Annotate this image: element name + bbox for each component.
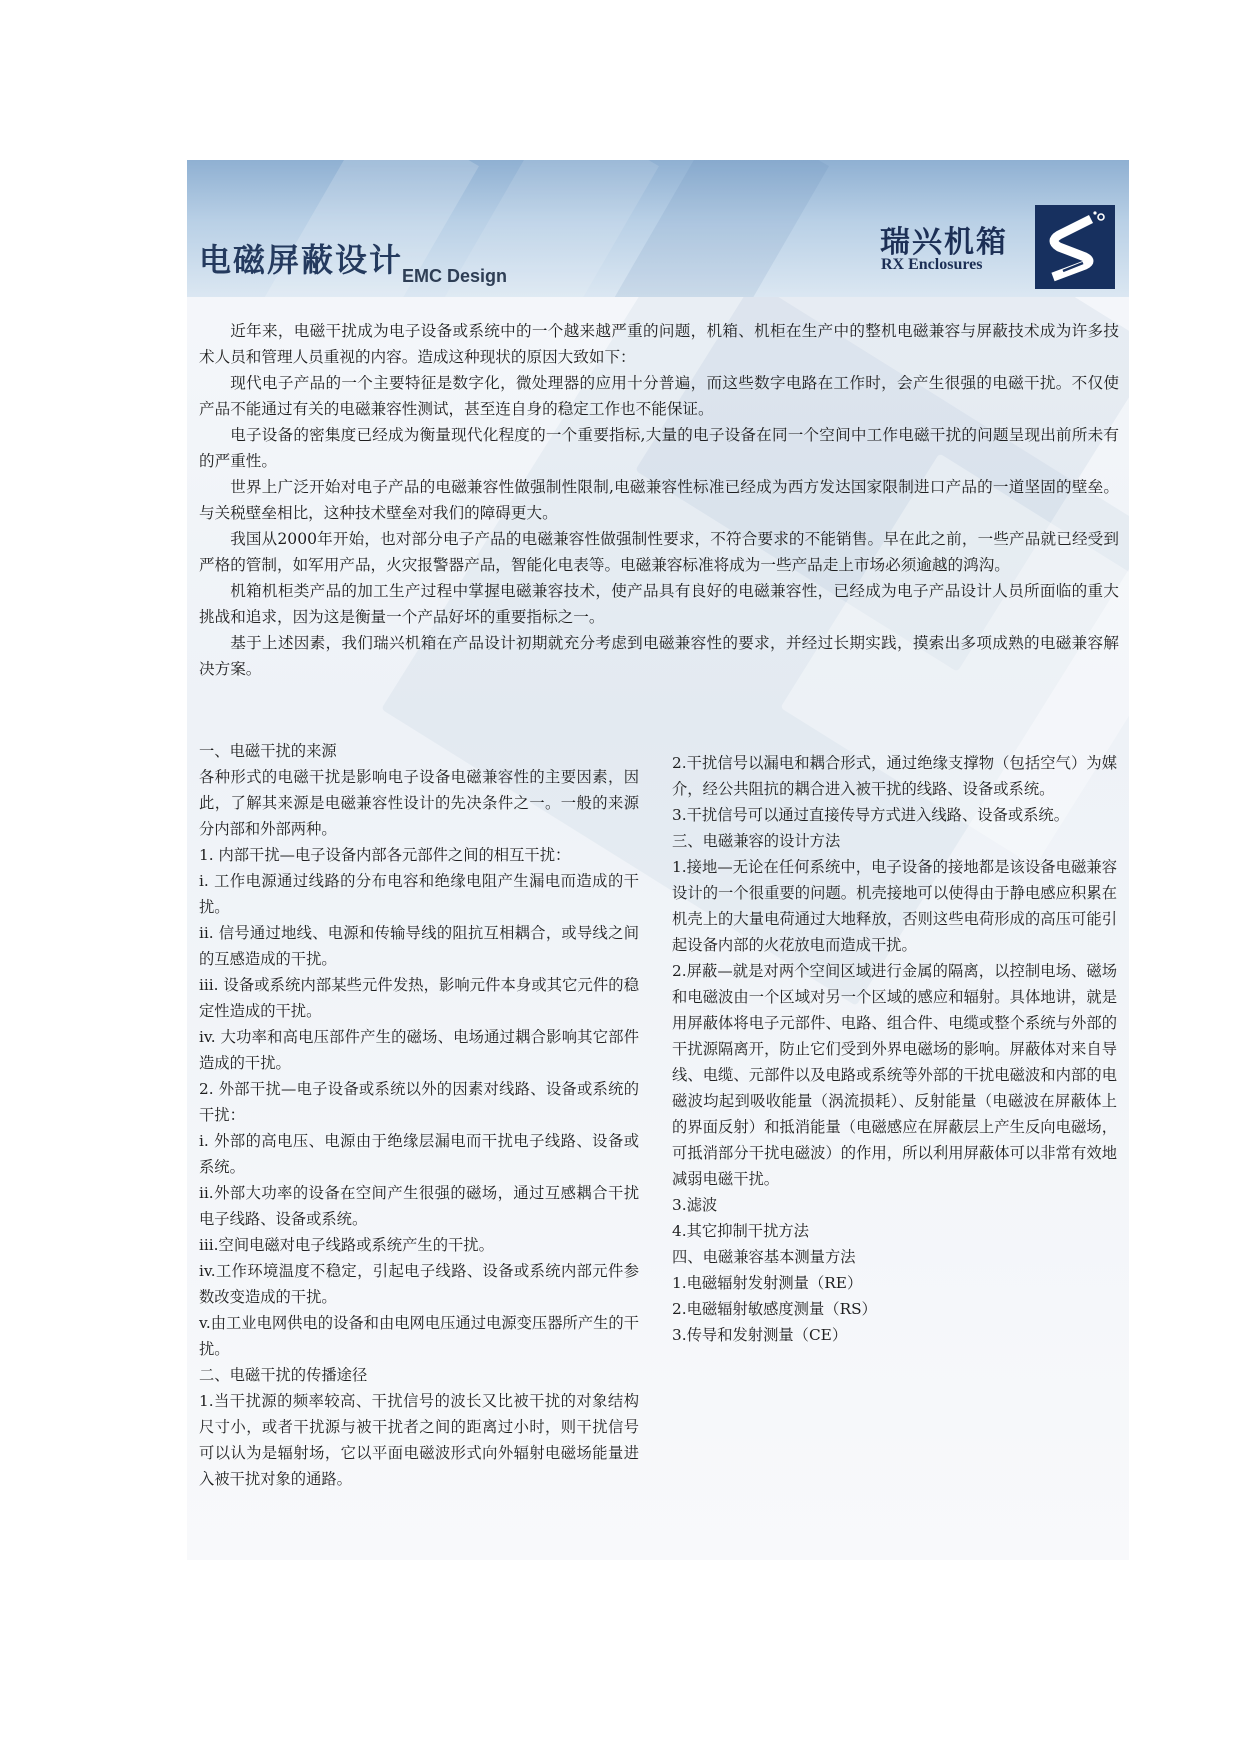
list-item: iii. 设备或系统内部某些元件发热，影响元件本身或其它元件的稳定性造成的干扰。 bbox=[199, 976, 639, 1020]
header-banner bbox=[187, 160, 1129, 297]
list-item: 1.电磁辐射发射测量（RE） bbox=[672, 1274, 863, 1292]
intro-paragraph: 近年来，电磁干扰成为电子设备或系统中的一个越来越严重的问题，机箱、机柜在生产中的整机电磁兼容与屏蔽技术成为许多技术人员和管理人员重视的内容。造成这种现状的原因大致如下： bbox=[199, 322, 1119, 366]
list-item: i. 外部的高电压、电源由于绝缘层漏电而干扰电子线路、设备或系统。 bbox=[199, 1132, 639, 1176]
document-sheet bbox=[187, 160, 1129, 1560]
list-item: iv.工作环境温度不稳定，引起电子线路、设备或系统内部元件参数改变造成的干扰。 bbox=[199, 1262, 639, 1306]
intro-paragraph: 基于上述因素，我们瑞兴机箱在产品设计初期就充分考虑到电磁兼容性的要求，并经过长期实践，摸索出多项成熟的电磁兼容解决方案。 bbox=[199, 634, 1119, 678]
list-item: 2.干扰信号以漏电和耦合形式，通过绝缘支撑物（包括空气）为媒介，经公共阻抗的耦合进入被干扰的线路、设备或系统。 bbox=[672, 754, 1117, 798]
list-item: 2.屏蔽—就是对两个空间区域进行金属的隔离，以控制电场、磁场和电磁波由一个区域对另一个区域的感应和辐射。具体地讲，就是用屏蔽体将电子元部件、电路、组合件、电缆或整个系统与外部的干扰源隔离开，防止它们受到外界电磁场的影响。屏蔽体对来自导线、电缆、元部件以及电路或系统等外部的干扰电磁波和内部的电磁波均起到吸收能量（涡流损耗）、反射能量（电磁波在屏蔽体上的界面反射）和抵消能量（电磁感应在屏蔽层上产生反向电磁场，可抵消部分干扰电磁波）的作用，所以利用屏蔽体可以非常有效地减弱电磁干扰。 bbox=[672, 962, 1117, 1188]
body-paragraph: 各种形式的电磁干扰是影响电子设备电磁兼容性的主要因素，因此，了解其来源是电磁兼容性设计的先决条件之一。一般的来源分内部和外部两种。 bbox=[199, 768, 639, 838]
list-item: 1. 内部干扰—电子设备内部各元部件之间的相互干扰： bbox=[199, 846, 571, 864]
list-item: ii.外部大功率的设备在空间产生很强的磁场，通过互感耦合干扰电子线路、设备或系统。 bbox=[199, 1184, 639, 1228]
page-title: 电磁屏蔽设计 bbox=[199, 241, 404, 279]
list-item: 2.电磁辐射敏感度测量（RS） bbox=[672, 1300, 877, 1318]
intro-paragraph: 电子设备的密集度已经成为衡量现代化程度的一个重要指标,大量的电子设备在同一个空间中工作电磁干扰的问题呈现出前所未有的严重性。 bbox=[199, 426, 1119, 470]
section-heading: 四、电磁兼容基本测量方法 bbox=[672, 1248, 856, 1266]
list-item: 1.接地—无论在任何系统中，电子设备的接地都是该设备电磁兼容设计的一个很重要的问题。机壳接地可以使得由于静电感应积累在机壳上的大量电荷通过大地释放，否则这些电荷形成的高压可能引起设备内部的火花放电而造成干扰。 bbox=[672, 858, 1117, 954]
list-item: iii.空间电磁对电子线路或系统产生的干扰。 bbox=[199, 1236, 494, 1254]
right-column bbox=[672, 750, 1117, 1348]
list-item: 3.干扰信号可以通过直接传导方式进入线路、设备或系统。 bbox=[672, 806, 1070, 824]
list-item: 2. 外部干扰—电子设备或系统以外的因素对线路、设备或系统的干扰： bbox=[199, 1080, 639, 1124]
list-item: i. 工作电源通过线路的分布电容和绝缘电阻产生漏电而造成的干扰。 bbox=[199, 872, 639, 916]
section-heading: 三、电磁兼容的设计方法 bbox=[672, 832, 841, 850]
rx-logo-icon bbox=[1035, 205, 1115, 289]
left-column bbox=[199, 738, 639, 1492]
intro-section bbox=[199, 318, 1119, 682]
intro-paragraph: 机箱机柜类产品的加工生产过程中掌握电磁兼容技术，使产品具有良好的电磁兼容性，已经成为电子产品设计人员所面临的重大挑战和追求，因为这是衡量一个产品好坏的重要指标之一。 bbox=[199, 582, 1119, 626]
brand-name-en: RX Enclosures bbox=[881, 256, 983, 273]
list-item: ii. 信号通过地线、电源和传输导线的阻抗互相耦合，或导线之间的互感造成的干扰。 bbox=[199, 924, 639, 968]
list-item: 3.传导和发射测量（CE） bbox=[672, 1326, 848, 1344]
list-item: 1.当干扰源的频率较高、干扰信号的波长又比被干扰的对象结构尺寸小，或者干扰源与被干扰者之间的距离过小时，则干扰信号可以认为是辐射场，它以平面电磁波形式向外辐射电磁场能量进入被干扰对象的通路。 bbox=[199, 1392, 639, 1488]
page-subtitle: EMC Design bbox=[402, 266, 508, 286]
intro-paragraph: 世界上广泛开始对电子产品的电磁兼容性做强制性限制,电磁兼容性标准已经成为西方发达国家限制进口产品的一道坚固的壁垒。与关税壁垒相比，这种技术壁垒对我们的障碍更大。 bbox=[199, 478, 1119, 522]
brand-name-cn: 瑞兴机箱 bbox=[880, 225, 1008, 260]
section-heading: 二、电磁干扰的传播途径 bbox=[199, 1366, 368, 1384]
intro-paragraph: 我国从2000年开始，也对部分电子产品的电磁兼容性做强制性要求，不符合要求的不能销售。早在此之前，一些产品就已经受到严格的管制，如军用产品，火灾报警器产品，智能化电表等。电磁兼容标准将成为一些产品走上市场必须逾越的鸿沟。 bbox=[199, 530, 1119, 574]
intro-paragraph: 现代电子产品的一个主要特征是数字化，微处理器的应用十分普遍，而这些数字电路在工作时，会产生很强的电磁干扰。不仅使产品不能通过有关的电磁兼容性测试，甚至连自身的稳定工作也不能保证。 bbox=[199, 374, 1119, 418]
list-item: 4.其它抑制干扰方法 bbox=[672, 1222, 809, 1240]
list-item: iv. 大功率和高电压部件产生的磁场、电场通过耦合影响其它部件造成的干扰。 bbox=[199, 1028, 639, 1072]
section-heading: 一、电磁干扰的来源 bbox=[199, 742, 337, 760]
list-item: 3.滤波 bbox=[672, 1196, 718, 1214]
list-item: v.由工业电网供电的设备和由电网电压通过电源变压器所产生的干扰。 bbox=[199, 1314, 640, 1358]
